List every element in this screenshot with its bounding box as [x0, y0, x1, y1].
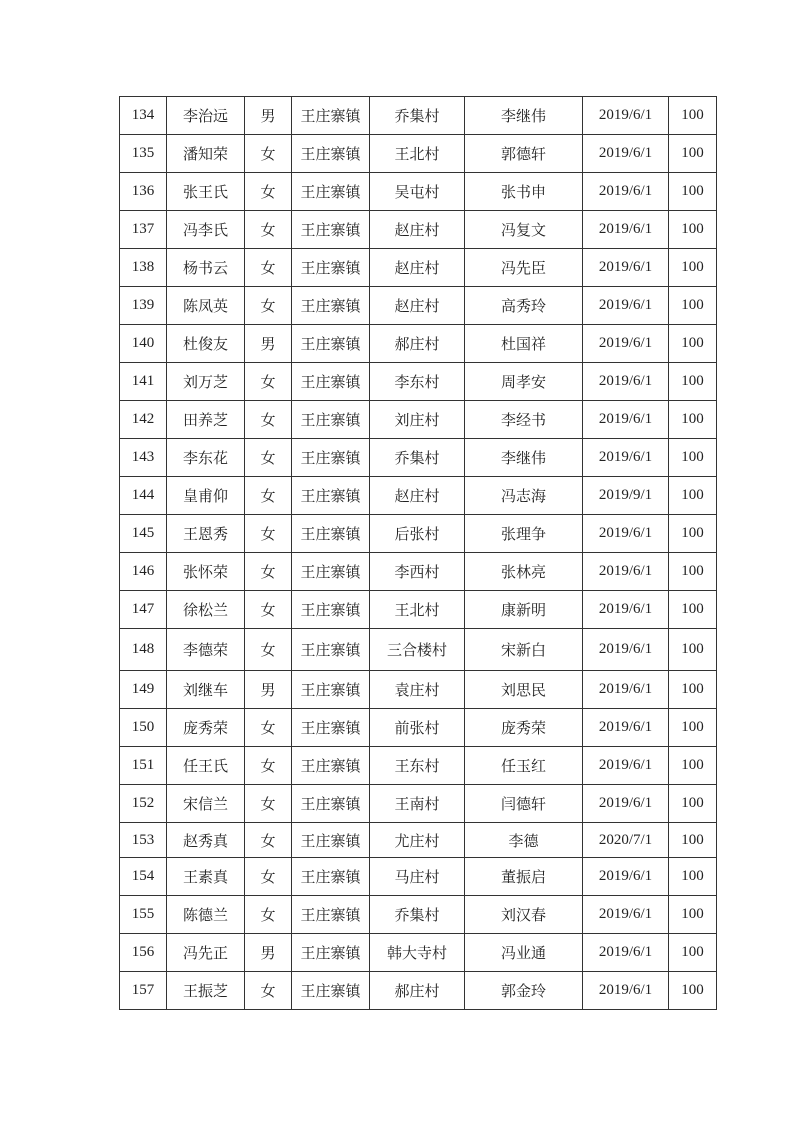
- date-cell: 2019/6/1: [583, 211, 669, 249]
- date-cell: 2019/6/1: [583, 515, 669, 553]
- date-cell: 2020/7/1: [583, 823, 669, 858]
- village-cell: 李西村: [370, 553, 465, 591]
- village-cell: 吴屯村: [370, 173, 465, 211]
- amount-cell: 100: [669, 934, 717, 972]
- amount-cell: 100: [669, 363, 717, 401]
- gender-cell: 女: [245, 401, 292, 439]
- date-cell: 2019/6/1: [583, 709, 669, 747]
- gender-cell: 女: [245, 747, 292, 785]
- village-cell: 前张村: [370, 709, 465, 747]
- town-cell: 王庄寨镇: [292, 629, 370, 671]
- table-row: [120, 671, 717, 709]
- agent-cell: 刘思民: [465, 671, 583, 709]
- village-cell: 刘庄村: [370, 401, 465, 439]
- row-number-cell: 143: [120, 439, 167, 477]
- agent-cell: 冯复文: [465, 211, 583, 249]
- gender-cell: 女: [245, 823, 292, 858]
- town-cell: 王庄寨镇: [292, 515, 370, 553]
- village-cell: 韩大寺村: [370, 934, 465, 972]
- village-cell: 马庄村: [370, 858, 465, 896]
- town-cell: 王庄寨镇: [292, 97, 370, 135]
- amount-cell: 100: [669, 287, 717, 325]
- town-cell: 王庄寨镇: [292, 477, 370, 515]
- village-cell: 王南村: [370, 785, 465, 823]
- date-cell: 2019/6/1: [583, 401, 669, 439]
- agent-cell: 郭金玲: [465, 972, 583, 1010]
- agent-cell: 闫德轩: [465, 785, 583, 823]
- table-row: [120, 553, 717, 591]
- town-cell: 王庄寨镇: [292, 173, 370, 211]
- town-cell: 王庄寨镇: [292, 135, 370, 173]
- row-number-cell: 141: [120, 363, 167, 401]
- agent-cell: 冯先臣: [465, 249, 583, 287]
- amount-cell: 100: [669, 823, 717, 858]
- date-cell: 2019/6/1: [583, 553, 669, 591]
- agent-cell: 李继伟: [465, 439, 583, 477]
- town-cell: 王庄寨镇: [292, 896, 370, 934]
- agent-cell: 庞秀荣: [465, 709, 583, 747]
- date-cell: 2019/6/1: [583, 747, 669, 785]
- amount-cell: 100: [669, 97, 717, 135]
- table-row: [120, 591, 717, 629]
- gender-cell: 男: [245, 671, 292, 709]
- agent-cell: 李德: [465, 823, 583, 858]
- village-cell: 郝庄村: [370, 972, 465, 1010]
- date-cell: 2019/6/1: [583, 249, 669, 287]
- town-cell: 王庄寨镇: [292, 211, 370, 249]
- name-cell: 杨书云: [167, 249, 245, 287]
- name-cell: 庞秀荣: [167, 709, 245, 747]
- table-row: [120, 896, 717, 934]
- row-number-cell: 151: [120, 747, 167, 785]
- row-number-cell: 139: [120, 287, 167, 325]
- name-cell: 刘万芝: [167, 363, 245, 401]
- amount-cell: 100: [669, 249, 717, 287]
- name-cell: 王恩秀: [167, 515, 245, 553]
- gender-cell: 男: [245, 325, 292, 363]
- name-cell: 李东花: [167, 439, 245, 477]
- row-number-cell: 150: [120, 709, 167, 747]
- table-row: [120, 249, 717, 287]
- town-cell: 王庄寨镇: [292, 709, 370, 747]
- village-cell: 尤庄村: [370, 823, 465, 858]
- gender-cell: 女: [245, 896, 292, 934]
- gender-cell: 女: [245, 553, 292, 591]
- amount-cell: 100: [669, 671, 717, 709]
- name-cell: 李治远: [167, 97, 245, 135]
- name-cell: 王素真: [167, 858, 245, 896]
- gender-cell: 女: [245, 287, 292, 325]
- table-row: [120, 934, 717, 972]
- agent-cell: 李经书: [465, 401, 583, 439]
- table-row: [120, 785, 717, 823]
- name-cell: 陈德兰: [167, 896, 245, 934]
- village-cell: 王北村: [370, 135, 465, 173]
- row-number-cell: 134: [120, 97, 167, 135]
- table-row: [120, 858, 717, 896]
- village-cell: 后张村: [370, 515, 465, 553]
- gender-cell: 女: [245, 629, 292, 671]
- name-cell: 赵秀真: [167, 823, 245, 858]
- name-cell: 李德荣: [167, 629, 245, 671]
- gender-cell: 女: [245, 173, 292, 211]
- table-row: [120, 97, 717, 135]
- agent-cell: 董振启: [465, 858, 583, 896]
- village-cell: 郝庄村: [370, 325, 465, 363]
- village-cell: 赵庄村: [370, 477, 465, 515]
- amount-cell: 100: [669, 439, 717, 477]
- town-cell: 王庄寨镇: [292, 287, 370, 325]
- amount-cell: 100: [669, 173, 717, 211]
- name-cell: 冯李氏: [167, 211, 245, 249]
- amount-cell: 100: [669, 747, 717, 785]
- village-cell: 乔集村: [370, 97, 465, 135]
- date-cell: 2019/6/1: [583, 671, 669, 709]
- agent-cell: 宋新白: [465, 629, 583, 671]
- date-cell: 2019/6/1: [583, 97, 669, 135]
- gender-cell: 女: [245, 439, 292, 477]
- date-cell: 2019/6/1: [583, 439, 669, 477]
- name-cell: 宋信兰: [167, 785, 245, 823]
- agent-cell: 杜国祥: [465, 325, 583, 363]
- date-cell: 2019/6/1: [583, 629, 669, 671]
- agent-cell: 周孝安: [465, 363, 583, 401]
- town-cell: 王庄寨镇: [292, 325, 370, 363]
- gender-cell: 女: [245, 709, 292, 747]
- amount-cell: 100: [669, 135, 717, 173]
- name-cell: 皇甫仰: [167, 477, 245, 515]
- amount-cell: 100: [669, 477, 717, 515]
- town-cell: 王庄寨镇: [292, 972, 370, 1010]
- table-row: [120, 972, 717, 1010]
- agent-cell: 郭德轩: [465, 135, 583, 173]
- row-number-cell: 142: [120, 401, 167, 439]
- town-cell: 王庄寨镇: [292, 439, 370, 477]
- date-cell: 2019/9/1: [583, 477, 669, 515]
- gender-cell: 女: [245, 249, 292, 287]
- table-row: [120, 439, 717, 477]
- row-number-cell: 140: [120, 325, 167, 363]
- town-cell: 王庄寨镇: [292, 858, 370, 896]
- name-cell: 冯先正: [167, 934, 245, 972]
- name-cell: 田养芝: [167, 401, 245, 439]
- gender-cell: 女: [245, 515, 292, 553]
- table-row: [120, 515, 717, 553]
- agent-cell: 冯业通: [465, 934, 583, 972]
- gender-cell: 女: [245, 211, 292, 249]
- name-cell: 王振芝: [167, 972, 245, 1010]
- date-cell: 2019/6/1: [583, 785, 669, 823]
- table-row: [120, 401, 717, 439]
- table-row: [120, 629, 717, 671]
- row-number-cell: 147: [120, 591, 167, 629]
- amount-cell: 100: [669, 325, 717, 363]
- records-table: [119, 96, 717, 1010]
- amount-cell: 100: [669, 591, 717, 629]
- gender-cell: 女: [245, 363, 292, 401]
- date-cell: 2019/6/1: [583, 173, 669, 211]
- agent-cell: 刘汉春: [465, 896, 583, 934]
- table-row: [120, 287, 717, 325]
- row-number-cell: 138: [120, 249, 167, 287]
- row-number-cell: 153: [120, 823, 167, 858]
- town-cell: 王庄寨镇: [292, 934, 370, 972]
- table-row: [120, 747, 717, 785]
- amount-cell: 100: [669, 515, 717, 553]
- amount-cell: 100: [669, 553, 717, 591]
- agent-cell: 康新明: [465, 591, 583, 629]
- row-number-cell: 154: [120, 858, 167, 896]
- town-cell: 王庄寨镇: [292, 363, 370, 401]
- date-cell: 2019/6/1: [583, 363, 669, 401]
- agent-cell: 任玉红: [465, 747, 583, 785]
- agent-cell: 高秀玲: [465, 287, 583, 325]
- table-row: [120, 135, 717, 173]
- town-cell: 王庄寨镇: [292, 823, 370, 858]
- row-number-cell: 152: [120, 785, 167, 823]
- village-cell: 王东村: [370, 747, 465, 785]
- village-cell: 赵庄村: [370, 211, 465, 249]
- village-cell: 袁庄村: [370, 671, 465, 709]
- gender-cell: 女: [245, 785, 292, 823]
- gender-cell: 男: [245, 934, 292, 972]
- name-cell: 张王氏: [167, 173, 245, 211]
- name-cell: 潘知荣: [167, 135, 245, 173]
- row-number-cell: 148: [120, 629, 167, 671]
- name-cell: 张怀荣: [167, 553, 245, 591]
- gender-cell: 女: [245, 972, 292, 1010]
- row-number-cell: 137: [120, 211, 167, 249]
- name-cell: 陈凤英: [167, 287, 245, 325]
- table-row: [120, 363, 717, 401]
- date-cell: 2019/6/1: [583, 325, 669, 363]
- village-cell: 乔集村: [370, 439, 465, 477]
- town-cell: 王庄寨镇: [292, 401, 370, 439]
- amount-cell: 100: [669, 629, 717, 671]
- row-number-cell: 155: [120, 896, 167, 934]
- date-cell: 2019/6/1: [583, 858, 669, 896]
- row-number-cell: 149: [120, 671, 167, 709]
- table-row: [120, 477, 717, 515]
- name-cell: 刘继车: [167, 671, 245, 709]
- town-cell: 王庄寨镇: [292, 747, 370, 785]
- gender-cell: 女: [245, 858, 292, 896]
- gender-cell: 女: [245, 591, 292, 629]
- amount-cell: 100: [669, 401, 717, 439]
- name-cell: 杜俊友: [167, 325, 245, 363]
- table-body: [120, 97, 717, 1010]
- town-cell: 王庄寨镇: [292, 785, 370, 823]
- agent-cell: 张理争: [465, 515, 583, 553]
- village-cell: 王北村: [370, 591, 465, 629]
- date-cell: 2019/6/1: [583, 135, 669, 173]
- gender-cell: 男: [245, 97, 292, 135]
- table-row: [120, 173, 717, 211]
- name-cell: 任王氏: [167, 747, 245, 785]
- name-cell: 徐松兰: [167, 591, 245, 629]
- date-cell: 2019/6/1: [583, 934, 669, 972]
- agent-cell: 李继伟: [465, 97, 583, 135]
- gender-cell: 女: [245, 135, 292, 173]
- town-cell: 王庄寨镇: [292, 553, 370, 591]
- village-cell: 李东村: [370, 363, 465, 401]
- row-number-cell: 136: [120, 173, 167, 211]
- amount-cell: 100: [669, 858, 717, 896]
- agent-cell: 张书申: [465, 173, 583, 211]
- date-cell: 2019/6/1: [583, 972, 669, 1010]
- gender-cell: 女: [245, 477, 292, 515]
- town-cell: 王庄寨镇: [292, 249, 370, 287]
- village-cell: 赵庄村: [370, 249, 465, 287]
- agent-cell: 张林亮: [465, 553, 583, 591]
- date-cell: 2019/6/1: [583, 287, 669, 325]
- amount-cell: 100: [669, 211, 717, 249]
- village-cell: 乔集村: [370, 896, 465, 934]
- table-row: [120, 823, 717, 858]
- date-cell: 2019/6/1: [583, 896, 669, 934]
- village-cell: 三合楼村: [370, 629, 465, 671]
- town-cell: 王庄寨镇: [292, 671, 370, 709]
- table-row: [120, 211, 717, 249]
- amount-cell: 100: [669, 896, 717, 934]
- row-number-cell: 156: [120, 934, 167, 972]
- date-cell: 2019/6/1: [583, 591, 669, 629]
- town-cell: 王庄寨镇: [292, 591, 370, 629]
- row-number-cell: 135: [120, 135, 167, 173]
- table-row: [120, 709, 717, 747]
- amount-cell: 100: [669, 709, 717, 747]
- row-number-cell: 145: [120, 515, 167, 553]
- agent-cell: 冯志海: [465, 477, 583, 515]
- table-row: [120, 325, 717, 363]
- amount-cell: 100: [669, 972, 717, 1010]
- row-number-cell: 157: [120, 972, 167, 1010]
- row-number-cell: 146: [120, 553, 167, 591]
- village-cell: 赵庄村: [370, 287, 465, 325]
- amount-cell: 100: [669, 785, 717, 823]
- row-number-cell: 144: [120, 477, 167, 515]
